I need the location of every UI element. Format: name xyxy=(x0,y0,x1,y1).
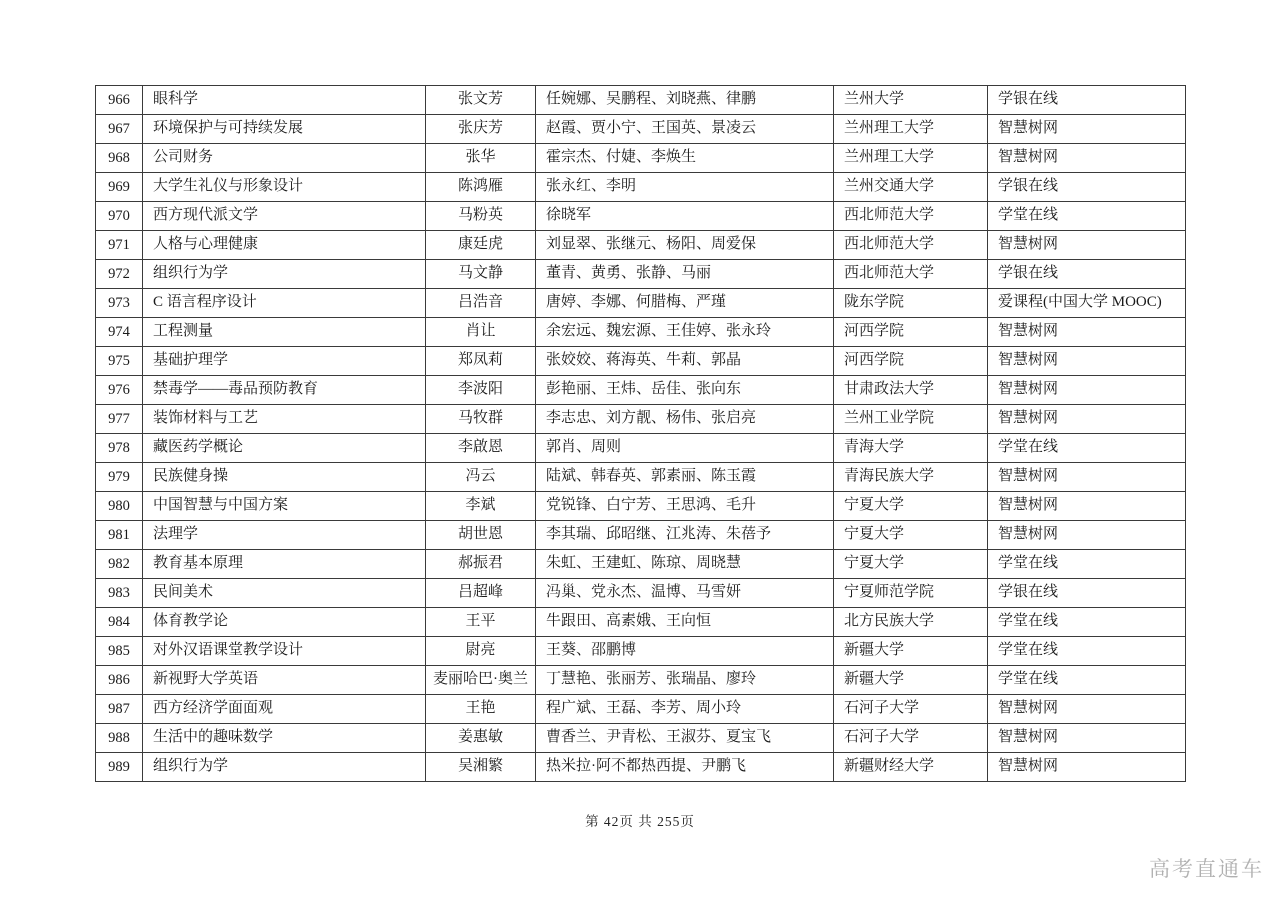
page-number: 第 42页 共 255页 xyxy=(585,814,695,829)
platform-cell: 学堂在线 xyxy=(988,666,1186,695)
leader-name-cell: 尉亮 xyxy=(426,637,536,666)
table-row xyxy=(96,231,1186,260)
university-cell: 新疆大学 xyxy=(834,666,988,695)
row-number-cell: 989 xyxy=(96,753,143,782)
table-row xyxy=(96,173,1186,202)
row-number-cell: 972 xyxy=(96,260,143,289)
row-number-cell: 985 xyxy=(96,637,143,666)
university-cell: 青海民族大学 xyxy=(834,463,988,492)
team-members-cell: 余宏远、魏宏源、王佳婷、张永玲 xyxy=(536,318,834,347)
platform-cell: 智慧树网 xyxy=(988,695,1186,724)
table-row xyxy=(96,695,1186,724)
course-name-cell: 西方现代派文学 xyxy=(143,202,426,231)
university-cell: 兰州理工大学 xyxy=(834,144,988,173)
table-row xyxy=(96,115,1186,144)
platform-cell: 智慧树网 xyxy=(988,405,1186,434)
table-row xyxy=(96,492,1186,521)
row-number-cell: 966 xyxy=(96,86,143,115)
table-row xyxy=(96,521,1186,550)
university-cell: 石河子大学 xyxy=(834,695,988,724)
platform-cell: 智慧树网 xyxy=(988,753,1186,782)
table-row xyxy=(96,376,1186,405)
team-members-cell: 唐婷、李娜、何腊梅、严瑾 xyxy=(536,289,834,318)
row-number-cell: 981 xyxy=(96,521,143,550)
team-members-cell: 赵霞、贾小宁、王国英、景凌云 xyxy=(536,115,834,144)
team-members-cell: 郭肖、周则 xyxy=(536,434,834,463)
platform-cell: 智慧树网 xyxy=(988,724,1186,753)
row-number-cell: 987 xyxy=(96,695,143,724)
courses-table-body xyxy=(96,86,1186,782)
course-name-cell: 基础护理学 xyxy=(143,347,426,376)
university-cell: 宁夏大学 xyxy=(834,521,988,550)
course-name-cell: 组织行为学 xyxy=(143,260,426,289)
leader-name-cell: 王艳 xyxy=(426,695,536,724)
course-name-cell: 工程测量 xyxy=(143,318,426,347)
course-name-cell: C 语言程序设计 xyxy=(143,289,426,318)
university-cell: 河西学院 xyxy=(834,347,988,376)
platform-cell: 学堂在线 xyxy=(988,608,1186,637)
platform-cell: 学银在线 xyxy=(988,579,1186,608)
row-number-cell: 977 xyxy=(96,405,143,434)
leader-name-cell: 李斌 xyxy=(426,492,536,521)
course-name-cell: 新视野大学英语 xyxy=(143,666,426,695)
leader-name-cell: 李啟恩 xyxy=(426,434,536,463)
university-cell: 兰州工业学院 xyxy=(834,405,988,434)
platform-cell: 智慧树网 xyxy=(988,376,1186,405)
course-name-cell: 中国智慧与中国方案 xyxy=(143,492,426,521)
row-number-cell: 967 xyxy=(96,115,143,144)
platform-cell: 智慧树网 xyxy=(988,347,1186,376)
course-name-cell: 体育教学论 xyxy=(143,608,426,637)
platform-cell: 智慧树网 xyxy=(988,231,1186,260)
row-number-cell: 975 xyxy=(96,347,143,376)
course-name-cell: 教育基本原理 xyxy=(143,550,426,579)
row-number-cell: 988 xyxy=(96,724,143,753)
team-members-cell: 王葵、邵鹏博 xyxy=(536,637,834,666)
university-cell: 石河子大学 xyxy=(834,724,988,753)
leader-name-cell: 康廷虎 xyxy=(426,231,536,260)
team-members-cell: 热米拉·阿不都热西提、尹鹏飞 xyxy=(536,753,834,782)
platform-cell: 智慧树网 xyxy=(988,492,1186,521)
platform-cell: 学银在线 xyxy=(988,173,1186,202)
course-name-cell: 法理学 xyxy=(143,521,426,550)
team-members-cell: 陆斌、韩春英、郭素丽、陈玉霞 xyxy=(536,463,834,492)
university-cell: 河西学院 xyxy=(834,318,988,347)
course-name-cell: 民间美术 xyxy=(143,579,426,608)
course-name-cell: 生活中的趣味数学 xyxy=(143,724,426,753)
platform-cell: 学堂在线 xyxy=(988,434,1186,463)
row-number-cell: 973 xyxy=(96,289,143,318)
leader-name-cell: 胡世恩 xyxy=(426,521,536,550)
course-name-cell: 藏医药学概论 xyxy=(143,434,426,463)
row-number-cell: 969 xyxy=(96,173,143,202)
leader-name-cell: 李波阳 xyxy=(426,376,536,405)
leader-name-cell: 吕超峰 xyxy=(426,579,536,608)
course-name-cell: 环境保护与可持续发展 xyxy=(143,115,426,144)
platform-cell: 学银在线 xyxy=(988,86,1186,115)
university-cell: 宁夏大学 xyxy=(834,492,988,521)
row-number-cell: 974 xyxy=(96,318,143,347)
course-name-cell: 大学生礼仪与形象设计 xyxy=(143,173,426,202)
course-name-cell: 组织行为学 xyxy=(143,753,426,782)
table-row xyxy=(96,289,1186,318)
team-members-cell: 刘显翠、张继元、杨阳、周爱保 xyxy=(536,231,834,260)
courses-table xyxy=(95,85,1186,782)
table-row xyxy=(96,753,1186,782)
platform-cell: 智慧树网 xyxy=(988,521,1186,550)
table-row xyxy=(96,86,1186,115)
university-cell: 青海大学 xyxy=(834,434,988,463)
leader-name-cell: 吕浩音 xyxy=(426,289,536,318)
row-number-cell: 979 xyxy=(96,463,143,492)
university-cell: 兰州理工大学 xyxy=(834,115,988,144)
university-cell: 新疆财经大学 xyxy=(834,753,988,782)
leader-name-cell: 麦丽哈巴·奥兰 xyxy=(426,666,536,695)
university-cell: 西北师范大学 xyxy=(834,260,988,289)
table-row xyxy=(96,608,1186,637)
course-name-cell: 禁毒学——毒品预防教育 xyxy=(143,376,426,405)
team-members-cell: 张姣姣、蒋海英、牛莉、郭晶 xyxy=(536,347,834,376)
team-members-cell: 霍宗杰、付婕、李焕生 xyxy=(536,144,834,173)
team-members-cell: 李其瑞、邱昭继、江兆涛、朱蓓予 xyxy=(536,521,834,550)
platform-cell: 爱课程(中国大学 MOOC) xyxy=(988,289,1186,318)
university-cell: 宁夏师范学院 xyxy=(834,579,988,608)
row-number-cell: 971 xyxy=(96,231,143,260)
university-cell: 兰州大学 xyxy=(834,86,988,115)
leader-name-cell: 肖让 xyxy=(426,318,536,347)
leader-name-cell: 郑凤莉 xyxy=(426,347,536,376)
university-cell: 北方民族大学 xyxy=(834,608,988,637)
platform-cell: 智慧树网 xyxy=(988,463,1186,492)
row-number-cell: 983 xyxy=(96,579,143,608)
course-name-cell: 西方经济学面面观 xyxy=(143,695,426,724)
table-row xyxy=(96,463,1186,492)
course-name-cell: 装饰材料与工艺 xyxy=(143,405,426,434)
university-cell: 西北师范大学 xyxy=(834,231,988,260)
team-members-cell: 彭艳丽、王炜、岳佳、张向东 xyxy=(536,376,834,405)
platform-cell: 学堂在线 xyxy=(988,637,1186,666)
university-cell: 新疆大学 xyxy=(834,637,988,666)
platform-cell: 学堂在线 xyxy=(988,550,1186,579)
table-row xyxy=(96,550,1186,579)
team-members-cell: 董青、黄勇、张静、马丽 xyxy=(536,260,834,289)
leader-name-cell: 张庆芳 xyxy=(426,115,536,144)
university-cell: 兰州交通大学 xyxy=(834,173,988,202)
team-members-cell: 丁慧艳、张丽芳、张瑞晶、廖玲 xyxy=(536,666,834,695)
leader-name-cell: 陈鸿雁 xyxy=(426,173,536,202)
row-number-cell: 968 xyxy=(96,144,143,173)
team-members-cell: 张永红、李明 xyxy=(536,173,834,202)
row-number-cell: 970 xyxy=(96,202,143,231)
team-members-cell: 曹香兰、尹青松、王淑芬、夏宝飞 xyxy=(536,724,834,753)
row-number-cell: 978 xyxy=(96,434,143,463)
platform-cell: 学银在线 xyxy=(988,260,1186,289)
table-row xyxy=(96,405,1186,434)
table-row xyxy=(96,347,1186,376)
table-row xyxy=(96,434,1186,463)
leader-name-cell: 王平 xyxy=(426,608,536,637)
row-number-cell: 984 xyxy=(96,608,143,637)
table-row xyxy=(96,318,1186,347)
leader-name-cell: 马牧群 xyxy=(426,405,536,434)
university-cell: 宁夏大学 xyxy=(834,550,988,579)
platform-cell: 智慧树网 xyxy=(988,318,1186,347)
university-cell: 甘肃政法大学 xyxy=(834,376,988,405)
platform-cell: 智慧树网 xyxy=(988,115,1186,144)
table-row xyxy=(96,144,1186,173)
team-members-cell: 朱虹、王建虹、陈琼、周晓慧 xyxy=(536,550,834,579)
course-name-cell: 人格与心理健康 xyxy=(143,231,426,260)
team-members-cell: 党锐锋、白宁芳、王思鸿、毛升 xyxy=(536,492,834,521)
row-number-cell: 980 xyxy=(96,492,143,521)
row-number-cell: 976 xyxy=(96,376,143,405)
row-number-cell: 982 xyxy=(96,550,143,579)
team-members-cell: 李志忠、刘方靓、杨伟、张启亮 xyxy=(536,405,834,434)
leader-name-cell: 吴湘繁 xyxy=(426,753,536,782)
table-row xyxy=(96,579,1186,608)
course-name-cell: 眼科学 xyxy=(143,86,426,115)
leader-name-cell: 张文芳 xyxy=(426,86,536,115)
table-row xyxy=(96,202,1186,231)
leader-name-cell: 冯云 xyxy=(426,463,536,492)
team-members-cell: 牛跟田、高素娥、王向恒 xyxy=(536,608,834,637)
row-number-cell: 986 xyxy=(96,666,143,695)
platform-cell: 智慧树网 xyxy=(988,144,1186,173)
table-row xyxy=(96,666,1186,695)
leader-name-cell: 姜惠敏 xyxy=(426,724,536,753)
leader-name-cell: 马文静 xyxy=(426,260,536,289)
table-row xyxy=(96,260,1186,289)
team-members-cell: 徐晓军 xyxy=(536,202,834,231)
table-row xyxy=(96,724,1186,753)
team-members-cell: 冯巢、党永杰、温博、马雪妍 xyxy=(536,579,834,608)
course-name-cell: 对外汉语课堂教学设计 xyxy=(143,637,426,666)
leader-name-cell: 马粉英 xyxy=(426,202,536,231)
course-name-cell: 公司财务 xyxy=(143,144,426,173)
team-members-cell: 程广斌、王磊、李芳、周小玲 xyxy=(536,695,834,724)
watermark: 高考直通车 xyxy=(1149,858,1264,881)
platform-cell: 学堂在线 xyxy=(988,202,1186,231)
university-cell: 西北师范大学 xyxy=(834,202,988,231)
course-name-cell: 民族健身操 xyxy=(143,463,426,492)
table-row xyxy=(96,637,1186,666)
team-members-cell: 任婉娜、吴鹏程、刘晓燕、律鹏 xyxy=(536,86,834,115)
leader-name-cell: 郝振君 xyxy=(426,550,536,579)
university-cell: 陇东学院 xyxy=(834,289,988,318)
leader-name-cell: 张华 xyxy=(426,144,536,173)
